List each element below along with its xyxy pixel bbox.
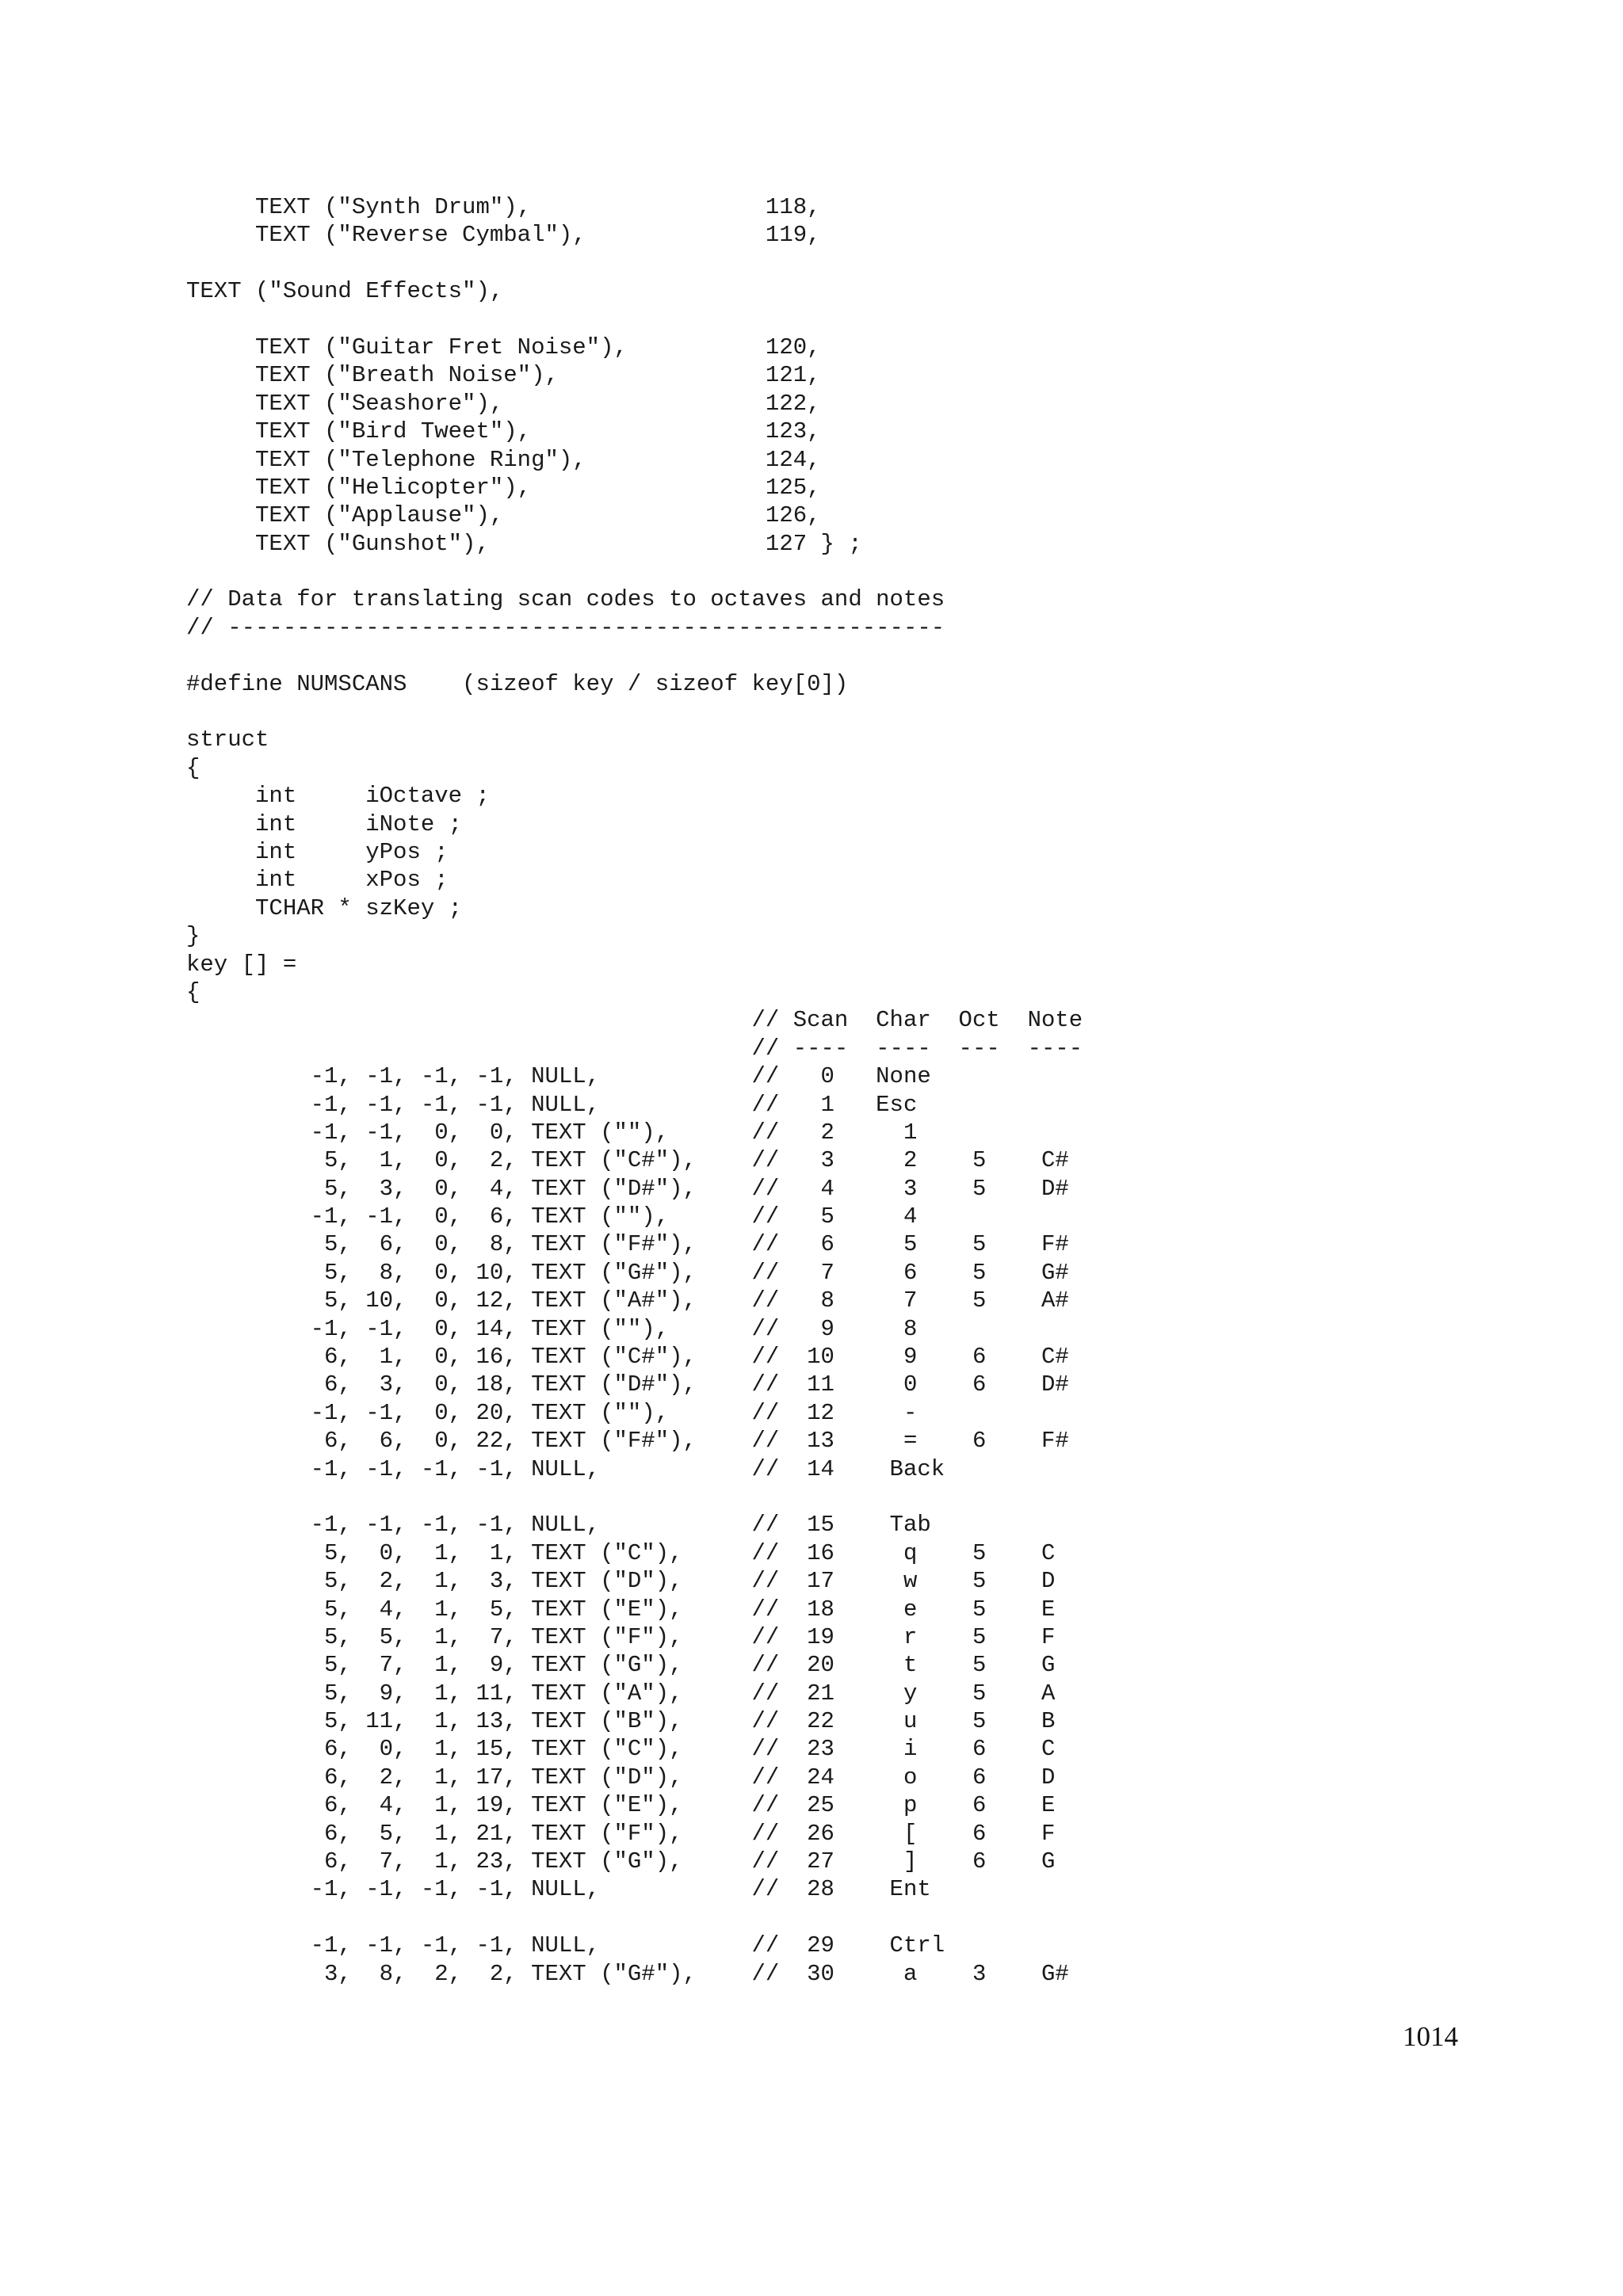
code-line: 6, 3, 0, 18, TEXT ("D#"), // 11 0 6 D# [186,1371,1069,1398]
code-line: // ---------------------------------------------------- [186,614,945,641]
code-line: // Scan Char Oct Note [186,1007,1083,1034]
code-line: 6, 4, 1, 19, TEXT ("E"), // 25 p 6 E [186,1792,1056,1819]
code-line: TEXT ("Breath Noise"), 121, [186,362,821,389]
code-line [186,558,1083,585]
code-line [186,250,1083,277]
code-line: int iNote ; [186,810,463,837]
code-line [186,1904,1083,1932]
code-line: 5, 3, 0, 4, TEXT ("D#"), // 4 3 5 D# [186,1175,1069,1202]
page-number: 1014 [1403,2021,1458,2052]
code-line: 5, 7, 1, 9, TEXT ("G"), // 20 t 5 G [186,1652,1056,1679]
code-line: 6, 6, 0, 22, TEXT ("F#"), // 13 = 6 F# [186,1428,1069,1455]
code-line: TEXT ("Helicopter"), 125, [186,474,821,501]
code-line: // Data for translating scan codes to octaves and notes [186,586,945,613]
code-line [186,1483,1083,1511]
code-line: TEXT ("Applause"), 126, [186,502,821,529]
code-line: TEXT ("Telephone Ring"), 124, [186,446,821,473]
code-line: 5, 2, 1, 3, TEXT ("D"), // 17 w 5 D [186,1568,1056,1595]
code-line: 6, 7, 1, 23, TEXT ("G"), // 27 ] 6 G [186,1848,1056,1875]
code-line: 6, 0, 1, 15, TEXT ("C"), // 23 i 6 C [186,1736,1056,1763]
code-line: 6, 1, 0, 16, TEXT ("C#"), // 10 9 6 C# [186,1344,1069,1371]
code-line: } [186,923,200,950]
code-line: -1, -1, 0, 6, TEXT (""), // 5 4 [186,1203,918,1230]
code-line: 5, 8, 0, 10, TEXT ("G#"), // 7 6 5 G# [186,1259,1069,1286]
code-line: 5, 11, 1, 13, TEXT ("B"), // 22 u 5 B [186,1708,1056,1735]
code-line: -1, -1, -1, -1, NULL, // 15 Tab [186,1512,931,1539]
code-line: TEXT ("Synth Drum"), 118, [186,194,821,220]
code-line: { [186,978,200,1005]
code-listing [186,193,1083,1988]
code-line: 5, 0, 1, 1, TEXT ("C"), // 16 q 5 C [186,1539,1056,1566]
code-line: -1, -1, 0, 14, TEXT (""), // 9 8 [186,1315,918,1342]
code-line [186,306,1083,334]
code-line: 5, 6, 0, 8, TEXT ("F#"), // 6 5 5 F# [186,1231,1069,1258]
code-line: TEXT ("Guitar Fret Noise"), 120, [186,334,821,360]
code-line: 6, 2, 1, 17, TEXT ("D"), // 24 o 6 D [186,1764,1056,1791]
code-line: int xPos ; [186,867,449,894]
code-line: int iOctave ; [186,783,490,810]
code-line: 5, 9, 1, 11, TEXT ("A"), // 21 y 5 A [186,1680,1056,1707]
code-line: { [186,754,200,781]
code-line: 6, 5, 1, 21, TEXT ("F"), // 26 [ 6 F [186,1820,1056,1847]
code-line: TEXT ("Seashore"), 122, [186,390,821,417]
code-line: -1, -1, 0, 20, TEXT (""), // 12 - [186,1399,918,1426]
code-line: 5, 10, 0, 12, TEXT ("A#"), // 8 7 5 A# [186,1287,1069,1314]
code-line: int yPos ; [186,838,449,865]
code-line: -1, -1, -1, -1, NULL, // 28 Ent [186,1876,931,1903]
code-line [186,642,1083,669]
code-line: TEXT ("Bird Tweet"), 123, [186,418,821,445]
code-line: TEXT ("Gunshot"), 127 } ; [186,530,862,557]
code-line: 5, 5, 1, 7, TEXT ("F"), // 19 r 5 F [186,1623,1056,1650]
code-line: -1, -1, 0, 0, TEXT (""), // 2 1 [186,1119,918,1146]
code-line: struct [186,727,269,753]
code-line [186,698,1083,726]
code-line: #define NUMSCANS (sizeof key / sizeof key[0]) [186,670,849,697]
code-line: 5, 1, 0, 2, TEXT ("C#"), // 3 2 5 C# [186,1147,1069,1174]
code-line: 3, 8, 2, 2, TEXT ("G#"), // 30 a 3 G# [186,1960,1069,1987]
code-line: TCHAR * szKey ; [186,894,463,921]
code-line: -1, -1, -1, -1, NULL, // 14 Back [186,1455,945,1482]
code-line: key [] = [186,951,297,978]
code-line: TEXT ("Sound Effects"), [186,278,504,305]
code-line: // ---- ---- --- ---- [186,1035,1083,1062]
code-line: 5, 4, 1, 5, TEXT ("E"), // 18 e 5 E [186,1596,1056,1623]
code-line: TEXT ("Reverse Cymbal"), 119, [186,222,821,249]
code-line: -1, -1, -1, -1, NULL, // 1 Esc [186,1091,918,1118]
code-line: -1, -1, -1, -1, NULL, // 0 None [186,1063,931,1090]
code-line: -1, -1, -1, -1, NULL, // 29 Ctrl [186,1932,945,1959]
